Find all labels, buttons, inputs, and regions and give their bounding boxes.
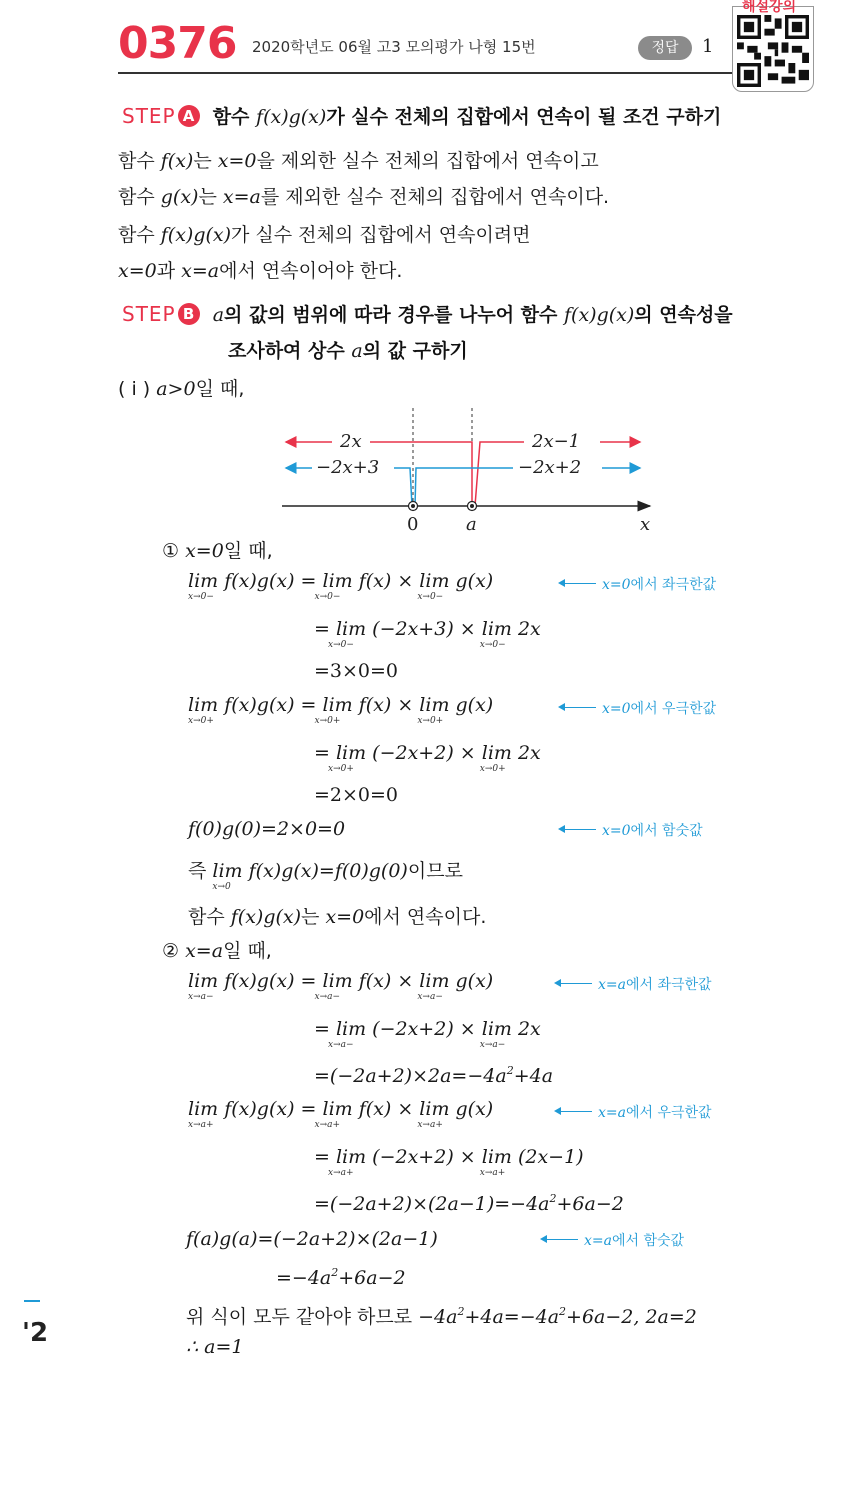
part2-eq-8: $=-4a^2+6a-2$ <box>276 1266 406 1289</box>
arrow-left-icon <box>560 707 596 709</box>
margin-dash <box>24 1300 40 1302</box>
step-a-line-2: 함수 g(x)는 x=a를 제외한 실수 전체의 집합에서 연속이다. <box>118 186 610 208</box>
step-a-label: STEP <box>122 104 176 128</box>
step-b-heading-line-2: 조사하여 상수 a의 값 구하기 <box>228 340 468 362</box>
part1-note-left-limit: x=0에서 좌극한값 <box>560 574 716 594</box>
part2-heading: ② x=a일 때, <box>162 940 272 962</box>
part1-eq-1: lim f(x)g(x) x→0− = lim f(x) x→0− × lim g(x) x→0− <box>188 570 494 602</box>
part1-eq-2: = lim (−2x+3) x→0− × lim 2x x→0− <box>314 618 541 650</box>
arrow-left-icon <box>556 983 592 985</box>
arrow-left-icon <box>542 1239 578 1241</box>
header-divider <box>118 72 738 74</box>
red-line-right <box>475 442 524 506</box>
step-b-heading-line-1: STEP B a의 값의 범위에 따라 경우를 나누어 함수 f(x)g(x)의 연속성을 <box>122 302 733 326</box>
arrow-left-icon <box>560 583 596 585</box>
part1-eq-3: =3×0=0 <box>314 660 399 682</box>
problem-number: 0376 <box>118 18 237 69</box>
answer-badge: 정답 <box>638 36 692 60</box>
part2-eq-3: $=(-2a+2)\times 2a=-4a^2+4a$ <box>314 1064 554 1087</box>
case-heading: ( i ) a>0일 때, <box>118 378 245 400</box>
part2-equate: 위 식이 모두 같아야 하므로 $-4a^2+4a=-4a^2+6a-2$, 2a=2 <box>186 1305 697 1328</box>
step-b-letter: B <box>178 303 200 325</box>
label-red-right: 2x−1 <box>532 431 581 452</box>
blue-line-left <box>394 468 412 506</box>
part1-eq-7: f(0)g(0)=2×0=0 <box>188 818 346 840</box>
part2-eq-1: lim f(x)g(x) x→a− = lim f(x) x→a− × lim g(x) x→a− <box>188 970 494 1002</box>
part1-heading: ① x=0일 때, <box>162 540 273 562</box>
arrow-left-icon <box>556 1111 592 1113</box>
step-a-letter: A <box>178 105 200 127</box>
label-red-left: 2x <box>340 431 362 452</box>
part1-conclusion: 함수 f(x)g(x)는 x=0에서 연속이다. <box>188 906 487 928</box>
part1-eq-5: = lim (−2x+2) x→0+ × lim 2x x→0+ <box>314 742 541 774</box>
problem-source: 2020학년도 06월 고3 모의평가 나형 15번 <box>252 38 536 56</box>
qr-code-box[interactable] <box>732 6 814 92</box>
part2-note-right-limit: x=a에서 우극한값 <box>556 1102 712 1122</box>
blue-line-right <box>415 468 513 506</box>
step-a-heading <box>122 102 721 129</box>
step-a-line-3: 함수 f(x)g(x)가 실수 전체의 집합에서 연속이려면 <box>118 224 531 246</box>
tick-0: 0 <box>407 514 419 535</box>
part1-eq-8: 즉 lim f(x)g(x) x→0 =f(0)g(0)이므로 <box>188 860 463 892</box>
final-answer: ∴ a=1 <box>186 1336 244 1358</box>
part2-note-left-limit: x=a에서 좌극한값 <box>556 974 712 994</box>
part2-eq-6: $=(-2a+2)\times(2a-1)=-4a^2+6a-2$ <box>314 1192 624 1215</box>
part2-note-value: x=a에서 함숫값 <box>542 1230 684 1250</box>
step-a-line-4: x=0과 x=a에서 연속이어야 한다. <box>118 260 403 282</box>
qr-code-icon <box>737 15 809 87</box>
part1-note-value: x=0에서 함숫값 <box>560 820 703 840</box>
answer-value: 1 <box>702 36 714 57</box>
arrow-left-icon <box>560 829 596 831</box>
step-a-line-1: 함수 f(x)는 x=0을 제외한 실수 전체의 집합에서 연속이고 <box>118 150 599 172</box>
part1-eq-4: lim f(x)g(x) x→0+ = lim f(x) x→0+ × lim g(x) x→0+ <box>188 694 494 726</box>
part1-note-right-limit: x=0에서 우극한값 <box>560 698 716 718</box>
step-a-title-fn: f(x)g(x) <box>256 106 327 128</box>
axis-label-x: x <box>640 514 651 535</box>
part2-eq-4: lim f(x)g(x) x→a+ = lim f(x) x→a+ × lim g(x) x→a+ <box>188 1098 494 1130</box>
part2-eq-7: f(a)g(a)=(−2a+2)×(2a−1) <box>186 1228 438 1250</box>
step-a-title-pre: 함수 <box>212 106 257 128</box>
label-blue-right: −2x+2 <box>518 457 582 478</box>
margin-page-fragment: '2 <box>22 1318 49 1348</box>
piecewise-diagram <box>270 404 660 536</box>
label-blue-left: −2x+3 <box>316 457 380 478</box>
part2-eq-2: = lim (−2x+2) x→a− × lim 2x x→a− <box>314 1018 541 1050</box>
step-b-label: STEP <box>122 302 176 326</box>
part1-eq-6: =2×0=0 <box>314 784 399 806</box>
tick-a: a <box>466 514 477 535</box>
part2-eq-5: = lim (−2x+2) x→a+ × lim (2x−1) x→a+ <box>314 1146 584 1178</box>
qr-label: 해설강의 <box>742 0 797 15</box>
red-line-left <box>370 442 472 506</box>
step-a-title-post: 가 실수 전체의 집합에서 연속이 될 조건 구하기 <box>326 106 722 128</box>
